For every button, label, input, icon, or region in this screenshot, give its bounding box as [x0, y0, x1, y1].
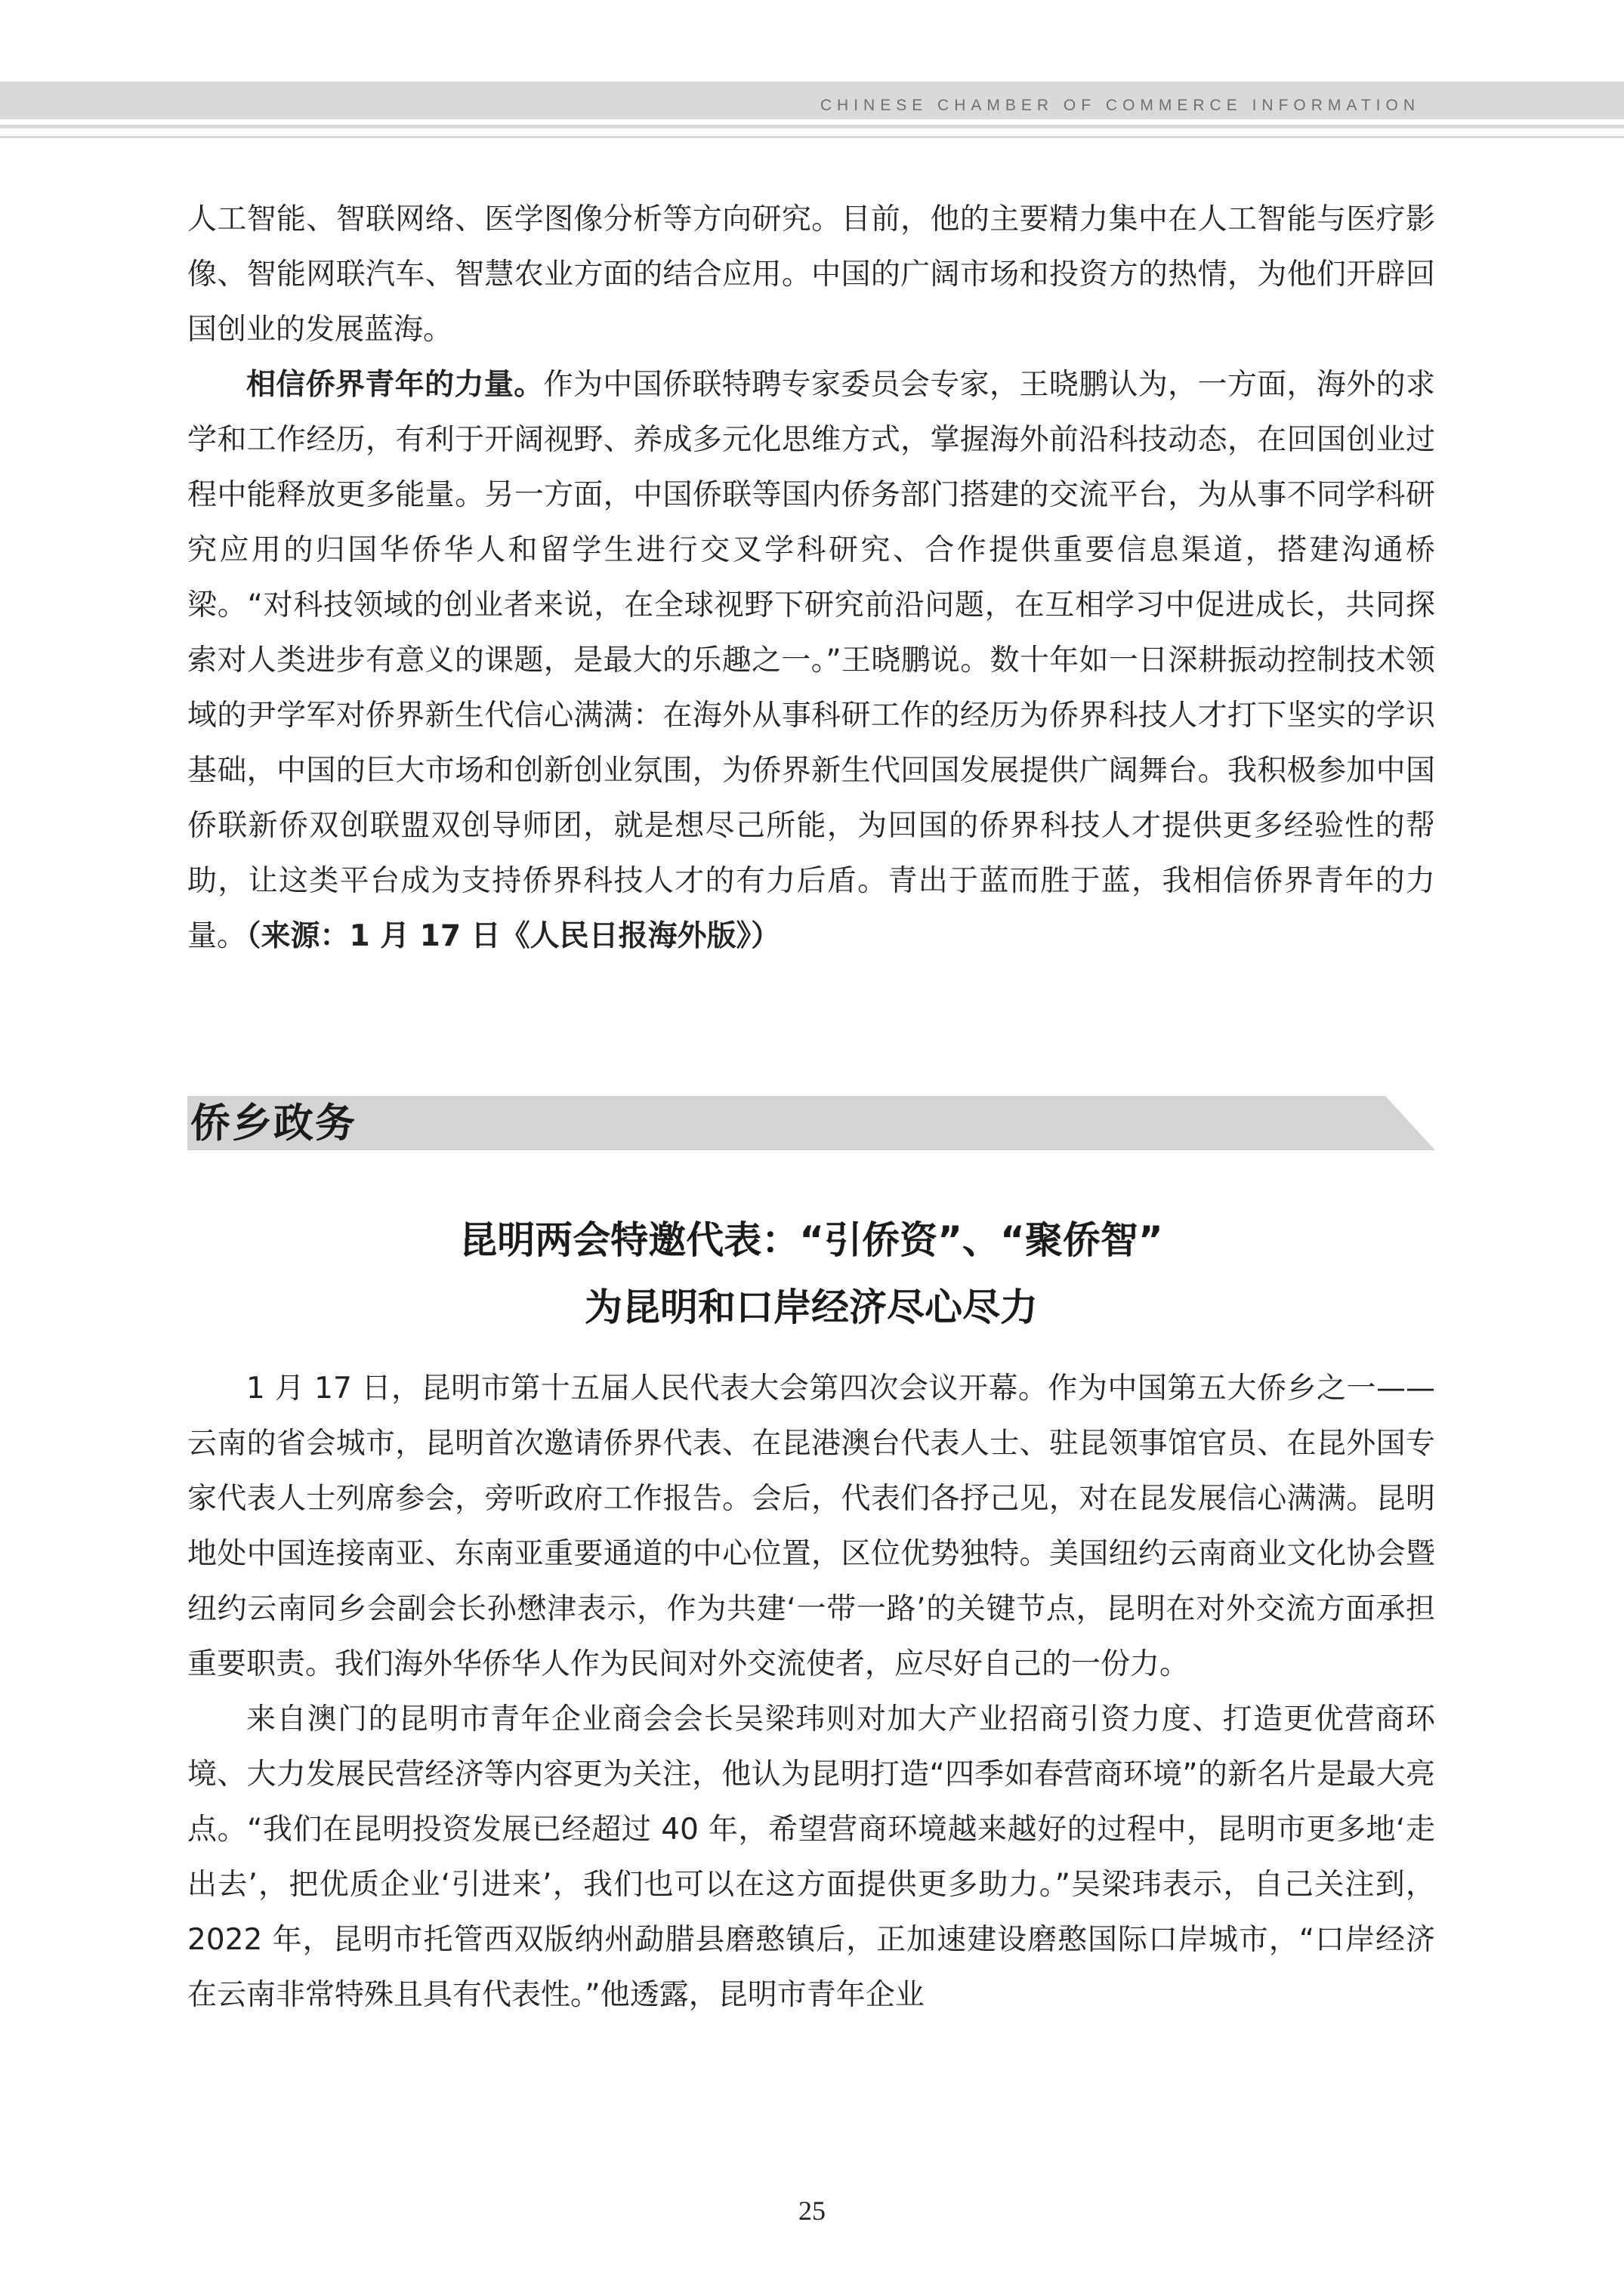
paragraph-lead: 相信侨界青年的力量。	[246, 368, 544, 402]
paragraph: 人工智能、智联网络、医学图像分析等方向研究。目前，他的主要精力集中在人工智能与医疗影像、智能网联汽车、智慧农业方面的结合应用。中国的广阔市场和投资方的热情，为他们开辟回国创业的发展蓝海。	[187, 202, 1435, 347]
running-title: CHINESE CHAMBER OF COMMERCE INFORMATION	[820, 97, 1420, 114]
paragraph: 来自澳门的昆明市青年企业商会会长吴梁玮则对加大产业招商引资力度、打造更优营商环境、大力发展民营经济等内容更为关注，他认为昆明打造“四季如春营商环境”的新名片是最大亮点。“我们在昆明投资发展已经超过 40 年，希望营商环境越来越好的过程中，昆明市更多地‘走出去’，把优质企业‘引进来’，我们也可以在这方面提供更多助力。”吴梁玮表示，自己关注到，2022 年，昆明市托管西双版纳州勐腊县磨憨镇后，正加速建设磨憨国际口岸城市，“口岸经济在云南非常特殊且具有代表性。”他透露，昆明市青年企业	[187, 1702, 1435, 2012]
article-body	[187, 1361, 1435, 2023]
continued-article	[187, 192, 1435, 964]
article-title-line: 为昆明和口岸经济尽心尽力	[585, 1285, 1038, 1329]
article-title-line: 昆明两会特邀代表：“引侨资”、“聚侨智”	[459, 1218, 1163, 1262]
page-number: 25	[798, 2196, 826, 2226]
section-band	[187, 1096, 1435, 1150]
section-title: 侨乡政务	[190, 1100, 357, 1146]
header-rule-thin	[0, 136, 1624, 138]
article-title	[187, 1207, 1435, 1341]
paragraph-body: 作为中国侨联特聘专家委员会专家，王晓鹏认为，一方面，海外的求学和工作经历，有利于开阔视野、养成多元化思维方式，掌握海外前沿科技动态，在回国创业过程中能释放更多能量。另一方面，中国侨联等国内侨务部门搭建的交流平台，为从事不同学科研究应用的归国华侨华人和留学生进行交叉学科研究、合作提供重要信息渠道，搭建沟通桥梁。“对科技领域的创业者来说，在全球视野下研究前沿问题，在互相学习中促进成长，共同探索对人类进步有意义的课题，是最大的乐趣之一。”王晓鹏说。数十年如一日深耕振动控制技术领域的尹学军对侨界新生代信心满满：在海外从事科研工作的经历为侨界科技人才打下坚实的学识基础，中国的巨大市场和创新创业氛围，为侨界新生代回国发展提供广阔舞台。我积极参加中国侨联新侨双创联盟双创导师团，就是想尽己所能，为回国的侨界科技人才提供更多经验性的帮助，让这类平台成为支持侨界科技人才的有力后盾。青出于蓝而胜于蓝，我相信侨界青年的力量。	[187, 368, 1435, 953]
header-rule	[0, 125, 1624, 128]
paragraph	[187, 357, 1435, 964]
paragraph: 1 月 17 日，昆明市第十五届人民代表大会第四次会议开幕。作为中国第五大侨乡之一——云南的省会城市，昆明首次邀请侨界代表、在昆港澳台代表人士、驻昆领事馆官员、在昆外国专家代表人士列席参会，旁听政府工作报告。会后，代表们各抒己见，对在昆发展信心满满。昆明地处中国连接南亚、东南亚重要通道的中心位置，区位优势独特。美国纽约云南商业文化协会暨纽约云南同乡会副会长孙懋津表示，作为共建‘一带一路’的关键节点，昆明在对外交流方面承担重要职责。我们海外华侨华人作为民间对外交流使者，应尽好自己的一份力。	[187, 1372, 1435, 1681]
source-note: （来源：1 月 17 日《人民日报海外版》）	[246, 919, 781, 953]
